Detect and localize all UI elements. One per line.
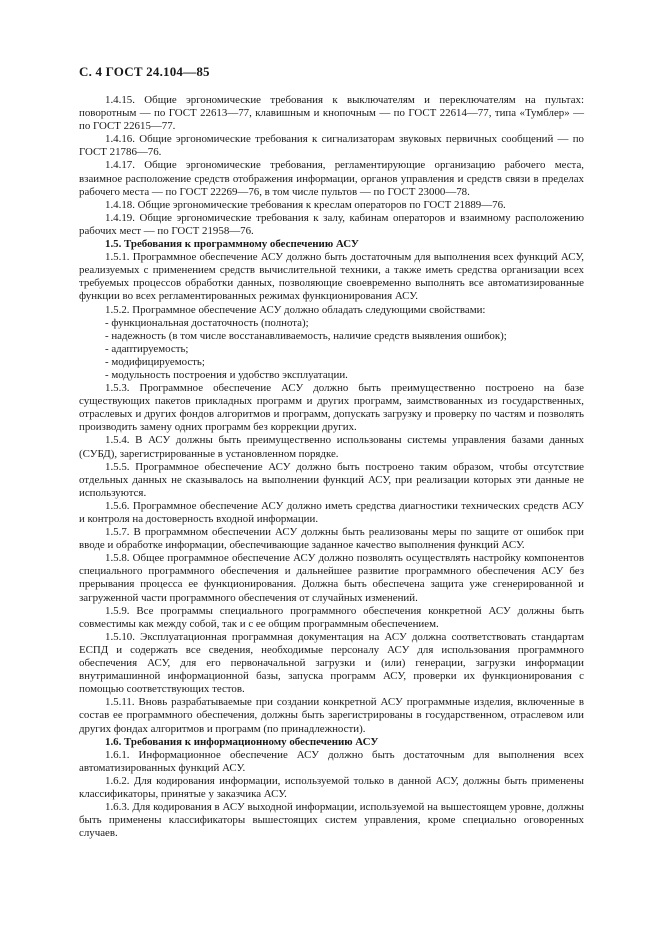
paragraph: 1.5.6. Программное обеспечение АСУ должно иметь средства диагностики технических средств АСУ и контроля на достоверность входной информации. bbox=[79, 499, 584, 525]
list-item: - адаптируемость; bbox=[105, 342, 189, 355]
paragraph: 1.4.17. Общие эргономические требования, регламентирующие организацию рабочего места, взаимное расположение средств отображения информации, органов управления и средств связи в пределах рабочего места — по ГОСТ 22269—76, в том числе пультов — по ГОСТ 23000—78. bbox=[79, 159, 584, 198]
section-heading: 1.6. Требования к информационному обеспечению АСУ bbox=[105, 735, 379, 748]
paragraph: 1.4.15. Общие эргономические требования к выключателям и переключателям на пультах: поворотным — по ГОСТ 22613—77, клавишным и кнопочным — по ГОСТ 22614—77, типа «Тумблер» — по ГОСТ 22615—77. bbox=[79, 94, 584, 133]
paragraph: 1.5.4. В АСУ должны быть преимущественно использованы системы управления базами данных (СУБД), зарегистрированные в установленном порядке. bbox=[79, 434, 584, 460]
section-heading: 1.5. Требования к программному обеспечению АСУ bbox=[105, 238, 359, 251]
list-item: - надежность (в том числе восстанавливаемость, наличие средств выявления ошибок); bbox=[105, 329, 507, 342]
paragraph: 1.6.1. Информационное обеспечение АСУ должно быть достаточным для выполнения всех автоматизированных функций АСУ. bbox=[79, 748, 584, 774]
paragraph: 1.5.9. Все программы специального программного обеспечения конкретной АСУ должны быть совместимы как между собой, так и с ее общим программным обеспечением. bbox=[79, 604, 584, 630]
paragraph: 1.5.2. Программное обеспечение АСУ должно обладать следующими свойствами: bbox=[105, 303, 486, 316]
list-item: - модульность построения и удобство эксплуатации. bbox=[105, 368, 348, 381]
paragraph: 1.6.2. Для кодирования информации, используемой только в данной АСУ, должны быть применены классификаторы, принятые у заказчика АСУ. bbox=[79, 774, 584, 800]
paragraph: 1.6.3. Для кодирования в АСУ выходной информации, используемой на вышестоящем уровне, должны быть применены классификаторы вышестоящих систем управления, кроме специально оговоренных случаев. bbox=[79, 801, 584, 840]
document-body bbox=[79, 94, 584, 840]
paragraph: 1.4.19. Общие эргономические требования к залу, кабинам операторов и взаимному расположению рабочих мест — по ГОСТ 21958—76. bbox=[79, 211, 584, 237]
paragraph: 1.5.3. Программное обеспечение АСУ должно быть преимущественно построено на базе существующих пакетов прикладных программ и других программ, заимствованных из государственных, отраслевых и других фондов алгоритмов и программ, допускать загрузку и проверку по частям и позволять производить замену одних программ без коррекции других. bbox=[79, 382, 584, 434]
paragraph: 1.5.8. Общее программное обеспечение АСУ должно позволять осуществлять настройку компонентов специального программного обеспечения и дальнейшее развитие программного обеспечения АСУ без прерывания процесса ее функционирования. Должна быть обеспечена защита уже сгенерированной и загруженной части программного обеспечения от случайных изменений. bbox=[79, 552, 584, 604]
paragraph: 1.5.10. Эксплуатационная программная документация на АСУ должна соответствовать стандартам ЕСПД и содержать все сведения, необходимые персоналу АСУ для использования программного обеспечения АСУ, для его первоначальной загрузки и (или) генерации, загрузки информации внутримашинной информационной базы, запуска программ АСУ, проверки их функционирования с помощью соответствующих тестов. bbox=[79, 630, 584, 696]
paragraph: 1.5.7. В программном обеспечении АСУ должны быть реализованы меры по защите от ошибок при вводе и обработке информации, обеспечивающие заданное качество выполнения функций АСУ. bbox=[79, 526, 584, 552]
paragraph: 1.4.16. Общие эргономические требования к сигнализаторам звуковых первичных сообщений — по ГОСТ 21786—76. bbox=[79, 133, 584, 159]
paragraph: 1.5.1. Программное обеспечение АСУ должно быть достаточным для выполнения всех функций АСУ, реализуемых с применением средств вычислительной техники, а также иметь средства организации всех требуемых процессов обработки данных, позволяющие своевременно выполнять все автоматизированные функции во всех регламентированных режимах функционирования АСУ. bbox=[79, 251, 584, 303]
paragraph: 1.5.11. Вновь разрабатываемые при создании конкретной АСУ программные изделия, включенные в состав ее программного обеспечения, должны быть зарегистрированы в государственном, отраслевом или других фондах алгоритмов и программ (по принадлежности). bbox=[79, 696, 584, 735]
list-item: - модифицируемость; bbox=[105, 355, 205, 368]
paragraph: 1.4.18. Общие эргономические требования к креслам операторов по ГОСТ 21889—76. bbox=[105, 198, 506, 211]
paragraph: 1.5.5. Программное обеспечение АСУ должно быть построено таким образом, чтобы отсутствие отдельных данных не сказывалось на выполнении функций АСУ, при реализации которых эти данные не используются. bbox=[79, 460, 584, 499]
list-item: - функциональная достаточность (полнота); bbox=[105, 316, 309, 329]
page-header: С. 4 ГОСТ 24.104—85 bbox=[79, 64, 210, 79]
